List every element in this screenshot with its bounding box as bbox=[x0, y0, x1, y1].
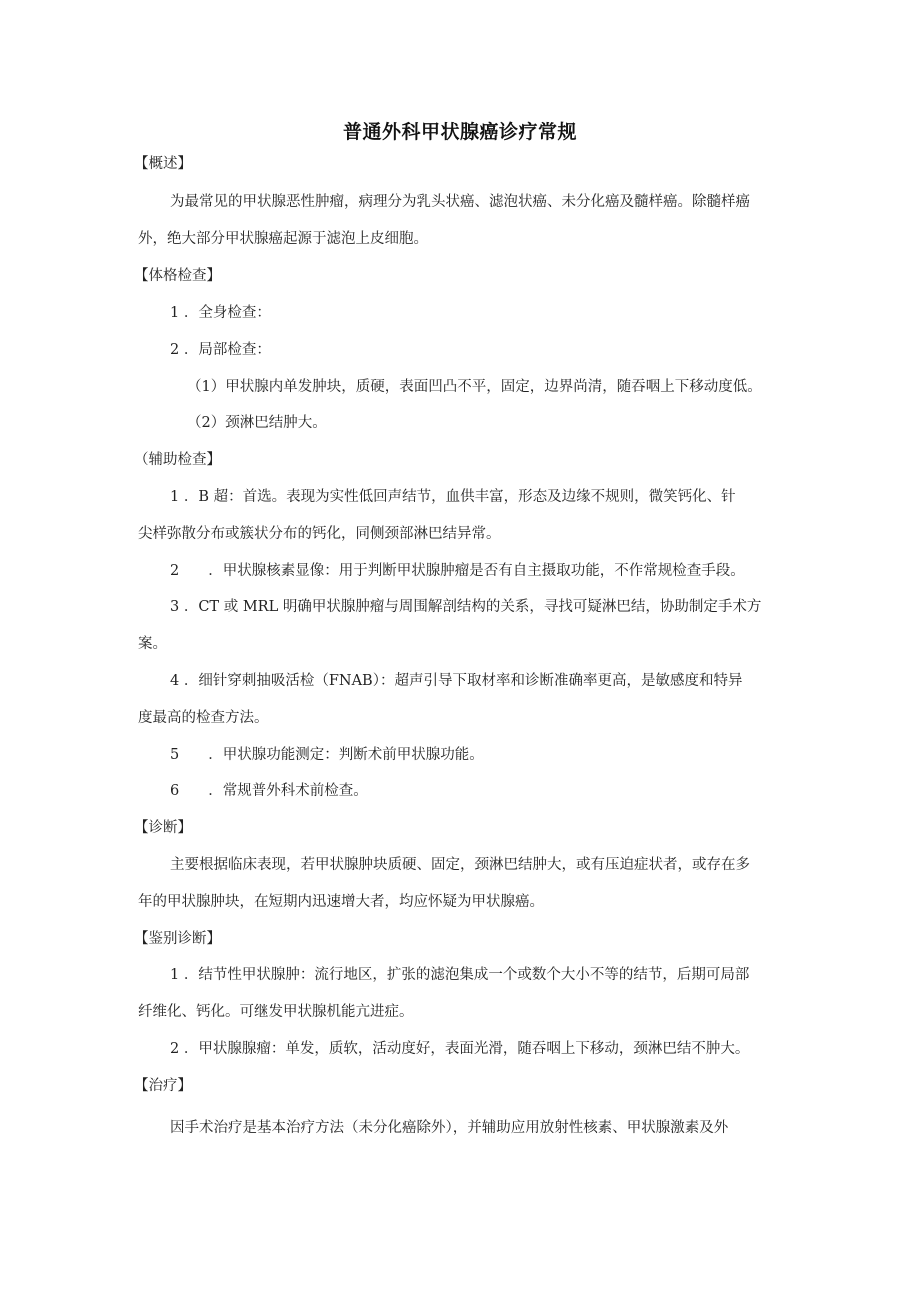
paragraph-line: 尖样弥散分布或簇状分布的钙化，同侧颈部淋巴结异常。 bbox=[138, 526, 501, 542]
paragraph-line: 纤维化、钙化。可继发甲状腺机能亢进症。 bbox=[138, 1004, 414, 1020]
section-heading-auxiliary-exam: （辅助检查】 bbox=[134, 452, 221, 468]
list-item: 1 ．全身检查： bbox=[170, 305, 271, 321]
list-item: 1 ．结节性甲状腺肿：流行地区，扩张的滤泡集成一个或数个大小不等的结节，后期可局部 bbox=[170, 967, 750, 983]
list-item: 4 ．细针穿刺抽吸活检（FNAB）：超声引导下取材率和诊断准确率更高，是敏感度和特异 bbox=[170, 673, 743, 689]
paragraph-line: 案。 bbox=[138, 636, 167, 652]
section-heading-treatment: 【治疗】 bbox=[134, 1078, 192, 1094]
section-heading-physical-exam: 【体格检查】 bbox=[134, 268, 221, 284]
paragraph-line: 度最高的检查方法。 bbox=[138, 710, 269, 726]
document-title: 普通外科甲状腺癌诊疗常规 bbox=[342, 121, 577, 143]
paragraph-line: 外，绝大部分甲状腺癌起源于滤泡上皮细胞。 bbox=[138, 231, 428, 247]
list-item: 2 ．甲状腺核素显像：用于判断甲状腺肿瘤是否有自主摄取功能，不作常规检查手段。 bbox=[170, 563, 745, 579]
list-item: 3 ．CT 或 MRL 明确甲状腺肿瘤与周围解剖结构的关系，寻找可疑淋巴结，协助制定手术方 bbox=[170, 599, 762, 615]
paragraph-line: 为最常见的甲状腺恶性肿瘤，病理分为乳头状癌、滤泡状癌、未分化癌及髓样癌。除髓样癌 bbox=[170, 194, 750, 210]
paragraph-line: 年的甲状腺肿块，在短期内迅速增大者，均应怀疑为甲状腺癌。 bbox=[138, 894, 544, 910]
list-item: 6 ．常规普外科术前检查。 bbox=[170, 783, 368, 799]
paragraph-line: 因手术治疗是基本治疗方法（未分化癌除外），并辅助应用放射性核素、甲状腺激素及外 bbox=[170, 1120, 729, 1136]
list-item: 5 ．甲状腺功能测定：判断术前甲状腺功能。 bbox=[170, 747, 484, 763]
section-heading-diagnosis: 【诊断】 bbox=[134, 820, 192, 836]
sub-list-item: （2）颈淋巴结肿大。 bbox=[187, 415, 327, 431]
section-heading-overview: 【概述】 bbox=[134, 156, 192, 172]
sub-list-item: （1）甲状腺内单发肿块，质硬，表面凹凸不平，固定，边界尚清，随吞咽上下移动度低。 bbox=[187, 379, 762, 395]
section-heading-differential-diagnosis: 【鉴别诊断】 bbox=[134, 931, 221, 947]
list-item: 2 ．甲状腺腺瘤：单发，质软，活动度好，表面光滑，随吞咽上下移动，颈淋巴结不肿大。 bbox=[170, 1041, 750, 1057]
list-item: 2 ．局部检查： bbox=[170, 342, 271, 358]
paragraph-line: 主要根据临床表现，若甲状腺肿块质硬、固定，颈淋巴结肿大，或有压迫症状者，或存在多 bbox=[170, 857, 750, 873]
list-item: 1 ．B 超：首选。表现为实性低回声结节，血供丰富，形态及边缘不规则，微笑钙化、针 bbox=[170, 489, 736, 505]
